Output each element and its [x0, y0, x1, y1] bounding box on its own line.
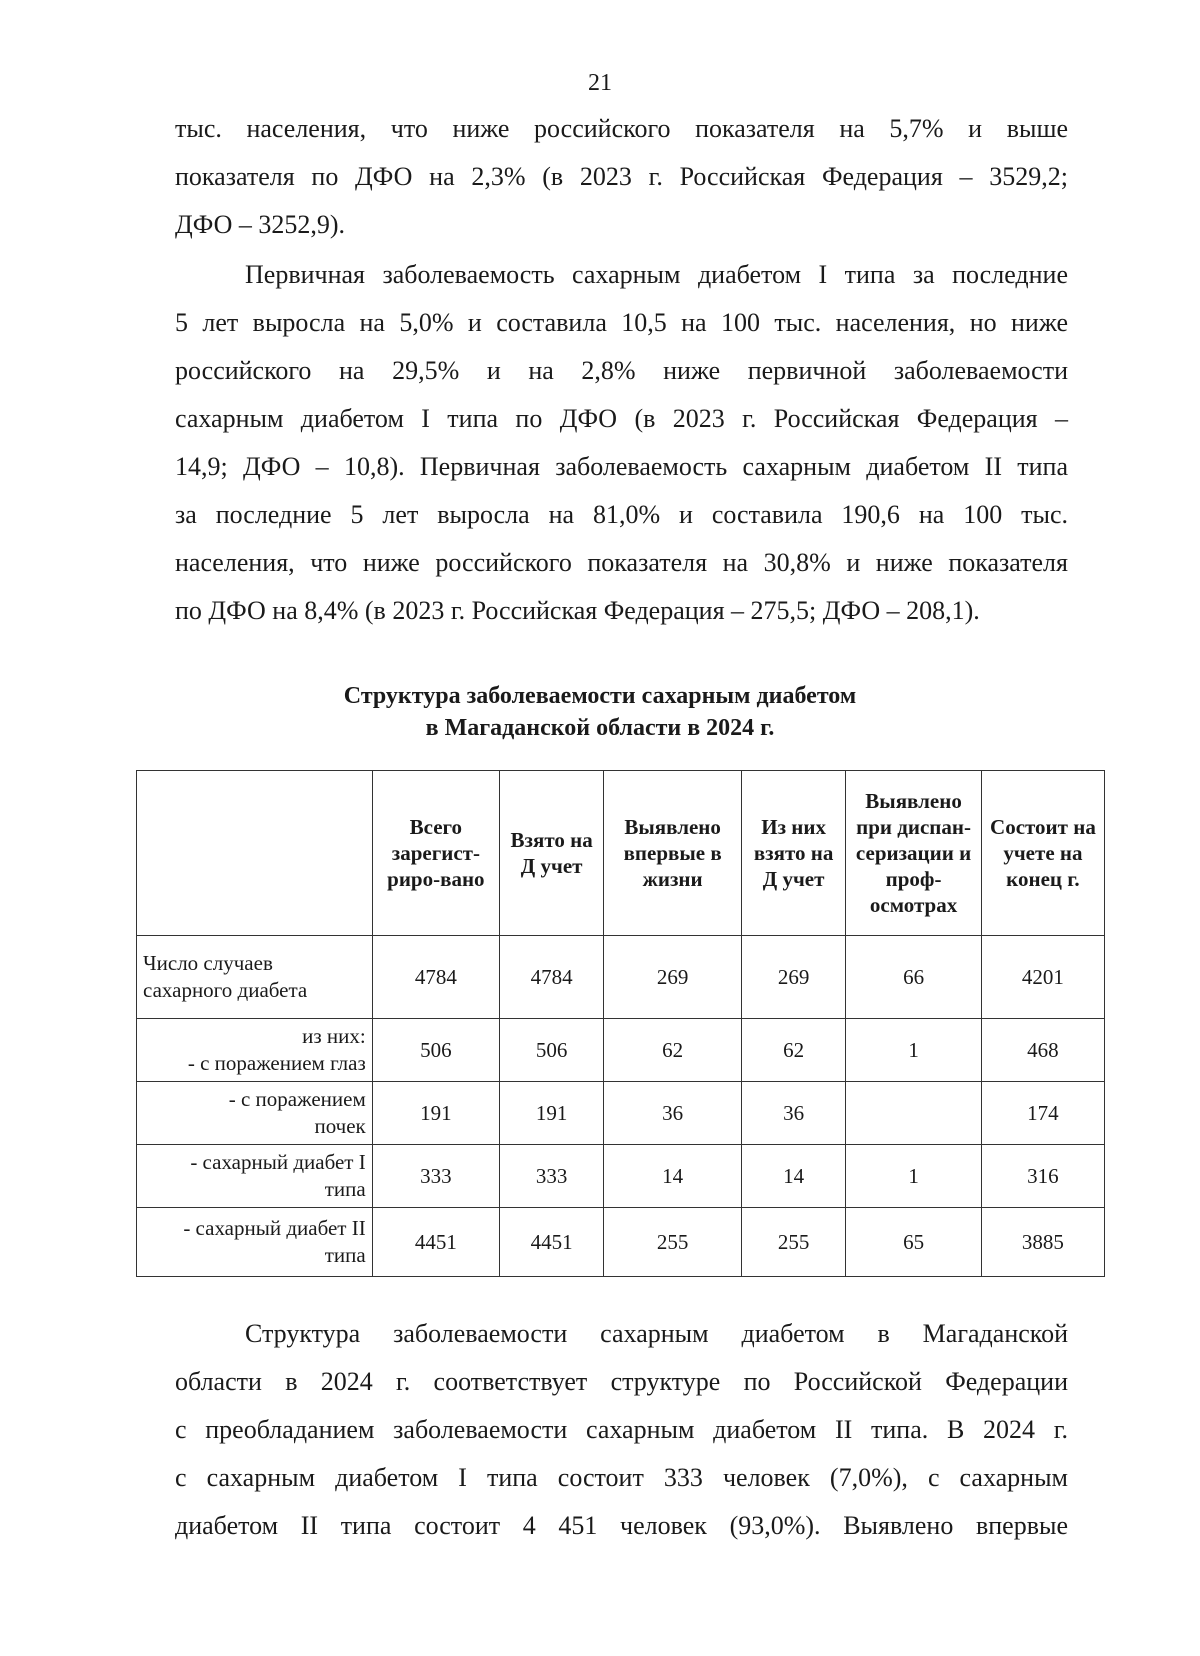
- paragraph-line: Структура заболеваемости сахарным диабетом в Магаданской: [245, 1319, 1068, 1348]
- table-cell: 191: [499, 1082, 603, 1145]
- row-label: [137, 1208, 373, 1277]
- page-number: 21: [588, 70, 612, 96]
- paragraph-line: 5 лет выросла на 5,0% и составила 10,5 на 100 тыс. населения, но ниже: [175, 308, 1068, 337]
- table-cell: 255: [741, 1208, 845, 1277]
- table-cell: 62: [741, 1019, 845, 1082]
- header-cell-taken-on-d-account: Взято на Д учет: [499, 771, 603, 936]
- table-row: [137, 1145, 1105, 1208]
- row-label-line: Число случаев: [143, 951, 273, 975]
- table-title-line-2: в Магаданской области в 2024 г.: [425, 715, 775, 741]
- paragraph-line: российского на 29,5% и на 2,8% ниже первичной заболеваемости: [175, 356, 1068, 385]
- paragraph-line: 14,9; ДФО – 10,8). Первичная заболеваемость сахарным диабетом II типа: [175, 452, 1068, 481]
- paragraph-line: показателя по ДФО на 2,3% (в 2023 г. Российская Федерация – 3529,2;: [175, 162, 1068, 191]
- header-cell-registered-at-year-end: Состоит на учете на конец г.: [981, 771, 1104, 936]
- table-cell: 468: [981, 1019, 1104, 1082]
- paragraph-line: за последние 5 лет выросла на 81,0% и составила 190,6 на 100 тыс.: [175, 500, 1068, 529]
- table-cell: 4201: [981, 936, 1104, 1019]
- paragraph-1: [175, 105, 1068, 249]
- paragraph-line: сахарным диабетом I типа по ДФО (в 2023 г. Российская Федерация –: [175, 404, 1068, 433]
- row-label: [137, 936, 373, 1019]
- table-title: [0, 680, 1200, 744]
- header-cell-empty: [137, 771, 373, 936]
- paragraph-line: по ДФО на 8,4% (в 2023 г. Российская Федерация – 275,5; ДФО – 208,1).: [175, 596, 980, 625]
- table-cell: 65: [846, 1208, 982, 1277]
- table-cell: 36: [604, 1082, 742, 1145]
- row-label-line: из них:: [302, 1024, 366, 1048]
- row-label-line: - сахарный диабет II: [183, 1216, 366, 1240]
- table-cell: 333: [372, 1145, 499, 1208]
- paragraph-line: с преобладанием заболеваемости сахарным диабетом II типа. В 2024 г.: [175, 1415, 1068, 1444]
- header-cell-total-registered: Всего зарегист-риро-вано: [372, 771, 499, 936]
- paragraph-line: области в 2024 г. соответствует структуре по Российской Федерации: [175, 1367, 1068, 1396]
- table-cell: 269: [604, 936, 742, 1019]
- row-label: [137, 1082, 373, 1145]
- table-cell: 506: [372, 1019, 499, 1082]
- row-label-line: - с поражением глаз: [187, 1051, 366, 1075]
- table-title-line-1: Структура заболеваемости сахарным диабетом: [343, 683, 857, 709]
- table-header-row: [137, 771, 1105, 936]
- table-cell: 66: [846, 936, 982, 1019]
- row-label-line: почек: [314, 1114, 366, 1138]
- header-cell-of-them-taken-on-d-account: Из них взято на Д учет: [741, 771, 845, 936]
- table-row: [137, 1082, 1105, 1145]
- table-row: [137, 936, 1105, 1019]
- paragraph-line: населения, что ниже российского показателя на 30,8% и ниже показателя: [175, 548, 1068, 577]
- table-cell: 4784: [499, 936, 603, 1019]
- table-row: [137, 1208, 1105, 1277]
- row-label-line: - с поражением: [228, 1087, 366, 1111]
- table-cell: 174: [981, 1082, 1104, 1145]
- paragraph-line: диабетом II типа состоит 4 451 человек (93,0%). Выявлено впервые: [175, 1511, 1068, 1540]
- paragraph-line: ДФО – 3252,9).: [175, 210, 346, 239]
- table-cell: 316: [981, 1145, 1104, 1208]
- paragraph-line: с сахарным диабетом I типа состоит 333 человек (7,0%), с сахарным: [175, 1463, 1068, 1492]
- table-cell: 1: [846, 1019, 982, 1082]
- table-cell: 4451: [372, 1208, 499, 1277]
- paragraph-2: [175, 251, 1068, 635]
- header-cell-detected-at-checkups: Выявлено при диспан-серизации и проф-осмотрах: [846, 771, 982, 936]
- table-cell: 269: [741, 936, 845, 1019]
- row-label-line: типа: [324, 1243, 366, 1267]
- row-label-line: сахарного диабета: [143, 978, 308, 1002]
- diabetes-structure-table: [136, 770, 1105, 1277]
- table-cell: 506: [499, 1019, 603, 1082]
- table-cell: 3885: [981, 1208, 1104, 1277]
- row-label: [137, 1019, 373, 1082]
- table-cell: [846, 1082, 982, 1145]
- row-label-line: типа: [324, 1177, 366, 1201]
- table-cell: 255: [604, 1208, 742, 1277]
- table-cell: 4784: [372, 936, 499, 1019]
- table-cell: 62: [604, 1019, 742, 1082]
- paragraph-3: [175, 1310, 1068, 1550]
- table-cell: 1: [846, 1145, 982, 1208]
- header-cell-first-detected: Выявлено впервые в жизни: [604, 771, 742, 936]
- table-cell: 4451: [499, 1208, 603, 1277]
- table-cell: 14: [741, 1145, 845, 1208]
- table-cell: 14: [604, 1145, 742, 1208]
- table-cell: 36: [741, 1082, 845, 1145]
- row-label-line: - сахарный диабет I: [190, 1150, 366, 1174]
- row-label: [137, 1145, 373, 1208]
- table-cell: 191: [372, 1082, 499, 1145]
- paragraph-line: Первичная заболеваемость сахарным диабетом I типа за последние: [245, 260, 1068, 289]
- table-row: [137, 1019, 1105, 1082]
- table-cell: 333: [499, 1145, 603, 1208]
- paragraph-line: тыс. населения, что ниже российского показателя на 5,7% и выше: [175, 114, 1068, 143]
